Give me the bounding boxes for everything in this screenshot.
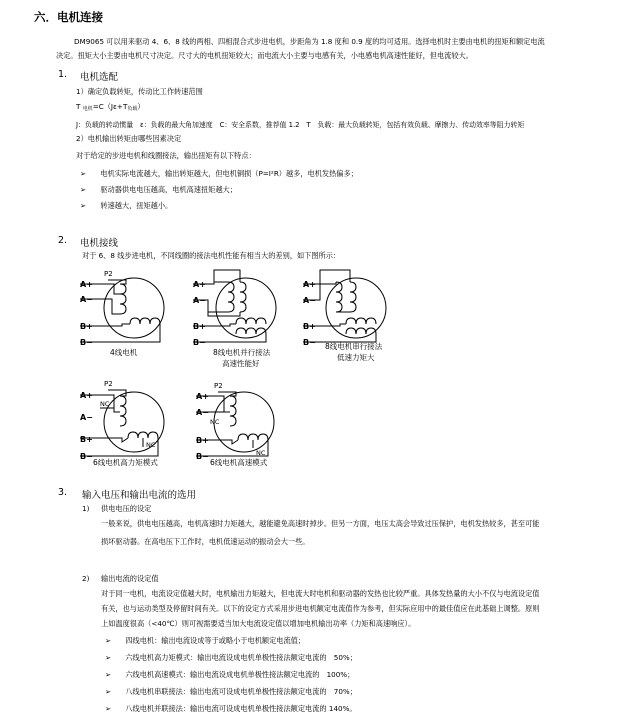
diagram-3-pin-b-plus: B+ — [303, 322, 316, 331]
diagram-1-pin-a-minus: A− — [80, 295, 93, 304]
diagram-3-caption-2: 低速力矩大 — [337, 353, 375, 362]
diagram-2-pin-a-plus: A+ — [193, 280, 206, 289]
diagram-5-pin-a-plus: A+ — [196, 392, 209, 401]
s2-description: 对于 6、8 线步进电机，不同线圈的接法电机性能有相当大的差别，如下图所示： — [82, 251, 341, 260]
diagram-3-pin-b-minus: B− — [303, 338, 316, 347]
diagram-2-caption-1: 8线电机并行接法 — [213, 348, 271, 357]
s3-sub2-line-2: 有关，也与运动类型及停留时间有关。以下的设定方式采用步进电机额定电流值作为参考，但实际应用中的最佳值应在此基础上调整。原则 — [101, 604, 540, 613]
arrow-bullet-icon: ➢ — [80, 201, 87, 210]
diagram-4-pin-a-minus: A− — [80, 413, 93, 422]
torque-formula — [76, 102, 145, 113]
diagram-8-wire-parallel — [193, 270, 276, 368]
section-1-number: 1. — [58, 69, 68, 80]
s3-sub1-line-2: 损坏驱动器。在高电压下工作时，电机低速运动的振动会大一些。 — [101, 537, 310, 546]
arrow-bullet-icon: ➢ — [105, 653, 112, 662]
diagram-4-p2-label: P2 — [104, 380, 113, 388]
formula-description: J：负载的转动惯量 ε：负载的最大角加速度 C：安全系数，推荐值 1.2 T 负载：最大负载转矩，包括有效负载、摩擦力、传动效率等阻力转矩 — [76, 121, 525, 129]
diagram-4-caption: 6线电机高力矩模式 — [93, 458, 158, 467]
diagram-4-nc-1: NC — [100, 400, 110, 408]
diagram-5-nc-2: NC — [256, 449, 266, 457]
section-3-title: 输入电压和输出电流的选用 — [82, 490, 197, 501]
diagram-1-pin-b-minus: B− — [80, 338, 93, 347]
arrow-bullet-icon: ➢ — [105, 687, 112, 696]
diagram-1-caption: 4线电机 — [110, 348, 138, 357]
diagram-3-pin-a-minus: A− — [303, 296, 316, 305]
diagram-5-caption: 6线电机高速模式 — [210, 458, 268, 467]
s3-sub1-title: 供电电压的设定 — [101, 504, 152, 513]
s3-sub2-title: 输出电流的设定值 — [101, 574, 159, 583]
s1-bullet-1: ➢ 电机实际电流越大，输出转矩越大，但电机铜损（P=I²R）越多，电机发热偏多； — [80, 169, 358, 178]
s1-bullet-2: ➢ 驱动器供电电压越高，电机高速扭矩越大； — [80, 185, 237, 194]
formula-close: ） — [137, 102, 145, 111]
diagram-6-wire-high-torque — [80, 380, 164, 467]
diagram-2-pin-a-minus: A− — [193, 296, 206, 305]
s1-item-1: 1）确定负载转矩，传动比工作转速范围 — [76, 87, 203, 96]
diagram-3-caption-1: 8线电机串行接法 — [325, 342, 383, 351]
formula-sub-motor: 电机 — [82, 106, 93, 112]
section-2-title: 电机接线 — [80, 238, 119, 249]
diagram-6-wire-high-speed — [196, 382, 274, 467]
s3-sub1-line-1: 一般来说，供电电压越高，电机高速时力矩越大，越能避免高速时掉步。但另一方面，电压太高会导致过压保护，电机发热较多，甚至可能 — [101, 519, 540, 528]
diagram-2-pin-b-minus: B− — [193, 338, 206, 347]
diagram-4-pin-b-minus: B− — [80, 452, 93, 461]
diagram-8-wire-series — [303, 270, 386, 362]
diagram-5-p2-label: P2 — [214, 382, 223, 390]
section-title: 六．电机连接 — [34, 10, 103, 24]
section-2-number: 2. — [58, 235, 68, 246]
section-3-number: 3. — [58, 487, 68, 498]
s3-sub2-line-3: 上如温度很高（<40℃）则可视需要适当加大电流设定值以增加电机输出功率（力矩和高速响应）。 — [101, 619, 416, 628]
diagram-1-pin-b-plus: B+ — [80, 322, 93, 331]
s1-bullet-3: ➢ 转速越大，扭矩越小。 — [80, 201, 173, 210]
s1-item-2: 2）电机输出转矩由哪些因素决定 — [76, 134, 182, 143]
formula-t: T — [76, 102, 81, 111]
arrow-bullet-icon: ➢ — [80, 169, 87, 178]
s3-sub2-line-1: 对于同一电机，电流设定值越大时，电机输出力矩越大，但电流大时电机和驱动器的发热也比较严重。具体发热量的大小不仅与电流设定值 — [101, 589, 540, 598]
s3-bullet-4: ➢ 八线电机串联接法：输出电流可设成电机单极性接法额定电流的 70%； — [105, 687, 357, 696]
diagram-4-nc-2: NC — [146, 441, 156, 449]
diagram-5-nc-1: NC — [210, 418, 220, 426]
diagram-2-caption-2: 高速性能好 — [222, 359, 260, 368]
s3-bullet-1: ➢ 四线电机：输出电流设成等于或略小于电机额定电流值； — [105, 636, 306, 645]
arrow-bullet-icon: ➢ — [105, 636, 112, 645]
diagram-1-pin-a-plus: A+ — [80, 280, 93, 289]
diagram-1-p2-label: P2 — [104, 270, 113, 278]
diagram-3-pin-a-plus: A+ — [303, 280, 316, 289]
s3-bullet-3: ➢ 六线电机高速模式：输出电流设成电机单极性接法额定电流的 100%； — [105, 670, 355, 679]
s3-sub2-number: 2) — [82, 574, 90, 583]
diagram-4-wire — [80, 270, 164, 357]
intro-line-1: DM9065 可以用来驱动 4、6、8 线的两相、四相混合式步进电机，步距角为 1.8 度和 0.9 度的均可适用。选择电机时主要由电机的扭矩和额定电流 — [74, 37, 545, 46]
formula-eq: =C（Jε+T — [92, 102, 128, 111]
diagram-4-pin-b-plus: B+ — [80, 435, 93, 444]
diagram-5-pin-b-minus: B− — [196, 452, 209, 461]
s3-bullet-2: ➢ 六线电机高力矩模式：输出电流设成电机单极性接法额定电流的 50%； — [105, 653, 357, 662]
s3-sub1-number: 1) — [82, 504, 90, 513]
arrow-bullet-icon: ➢ — [105, 704, 112, 713]
diagram-2-pin-b-plus: B+ — [193, 322, 206, 331]
s3-bullet-5: ➢ 八线电机并联接法：输出电流可设成电机单极性接法额定电流的 140%。 — [105, 704, 357, 713]
diagram-5-pin-a-minus: A− — [196, 408, 209, 417]
formula-sub-load: 负载 — [127, 106, 138, 112]
wiring-diagrams — [0, 262, 633, 472]
arrow-bullet-icon: ➢ — [105, 670, 112, 679]
arrow-bullet-icon: ➢ — [80, 185, 87, 194]
intro-line-2: 决定。扭矩大小主要由电机尺寸决定。尺寸大的电机扭矩较大；而电流大小主要与电感有关，小电感电机高速性能好，但电流较大。 — [56, 51, 473, 60]
diagram-4-pin-a-plus: A+ — [80, 391, 93, 400]
section-1-title: 电机选配 — [80, 72, 119, 83]
s1-lead: 对于给定的步进电机和线圈接法，输出扭矩有以下特点： — [76, 151, 256, 160]
diagram-5-pin-b-plus: B+ — [196, 436, 209, 445]
